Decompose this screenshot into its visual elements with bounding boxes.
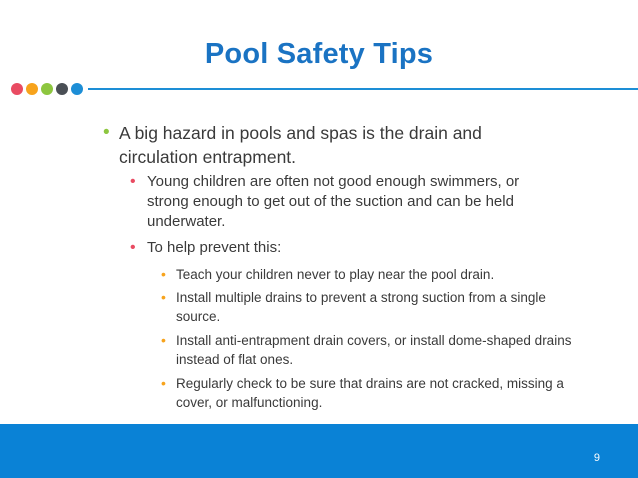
footer-bar (0, 424, 638, 478)
bullet-level-2 (130, 172, 547, 232)
bullet-dot-icon: • (130, 173, 136, 190)
page-number: 9 (593, 452, 600, 464)
bullet-level-3 (161, 331, 576, 369)
bullet-level-3 (161, 374, 576, 412)
bullet-text: Young children are often not good enough swimmers, or strong enough to get out of the suction and can be held underwater. (147, 173, 520, 230)
slide-title: Pool Safety Tips (204, 38, 434, 70)
bullet-text: Regularly check to be sure that drains are not cracked, missing a cover, or malfunctioning. (176, 376, 564, 410)
dot-icon (11, 83, 23, 95)
bullet-text: Teach your children never to play near the pool drain. (176, 267, 495, 282)
bullet-level-3 (161, 265, 576, 284)
dot-icon (71, 83, 83, 95)
bullet-dot-icon: • (103, 122, 110, 143)
bullet-text: To help prevent this: (147, 239, 282, 256)
bullet-level-1 (103, 121, 549, 169)
dot-icon (26, 83, 38, 95)
bullet-text: A big hazard in pools and spas is the drain and circulation entrapment. (119, 123, 482, 167)
bullet-level-3 (161, 288, 576, 326)
bullet-dot-icon: • (161, 289, 166, 305)
bullet-text: Install anti-entrapment drain covers, or install dome-shaped drains instead of flat ones. (176, 333, 572, 367)
bullet-dot-icon: • (161, 375, 166, 391)
dot-icon (56, 83, 68, 95)
bullet-dot-icon: • (130, 239, 136, 256)
bullet-dot-icon: • (161, 332, 166, 348)
bullet-text: Install multiple drains to prevent a strong suction from a single source. (176, 290, 546, 324)
bullet-level-2 (130, 238, 547, 258)
bullet-dot-icon: • (161, 266, 166, 282)
title-divider (88, 88, 638, 90)
dot-icon (41, 83, 53, 95)
